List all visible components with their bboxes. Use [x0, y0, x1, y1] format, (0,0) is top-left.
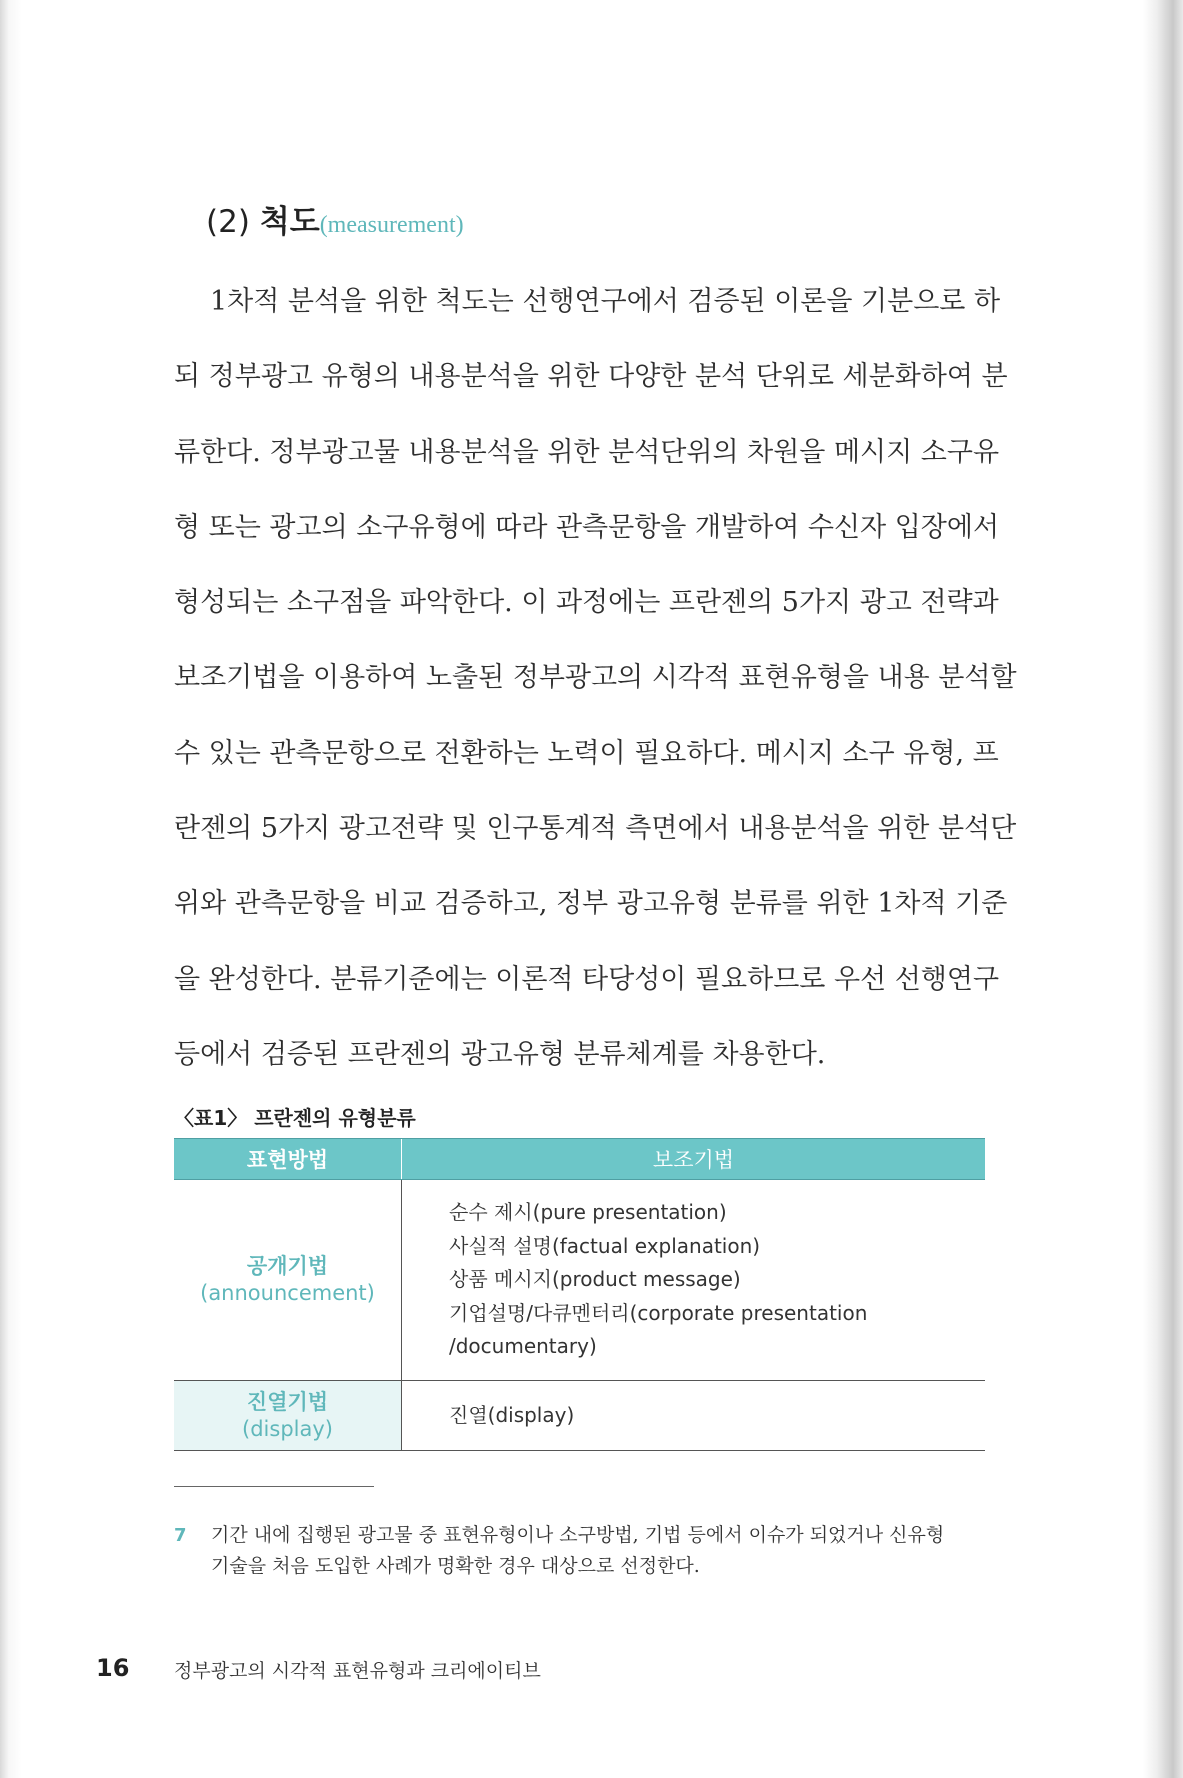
header-techniques: 보조기법	[402, 1139, 986, 1180]
footnote-number: 7	[174, 1525, 187, 1546]
page-binding-shadow	[0, 0, 22, 1778]
body-line: 을 완성한다. 분류기준에는 이론적 타당성이 필요하므로 우선 선행연구	[174, 963, 1000, 995]
table-row	[174, 1381, 985, 1451]
table-header-row	[174, 1139, 985, 1180]
footnote-text	[211, 1520, 984, 1582]
body-line: 형 또는 광고의 소구유형에 따라 관측문항을 개발하여 수신자 입장에서	[174, 511, 1000, 543]
body-line: 수 있는 관측문항으로 전환하는 노력이 필요하다. 메시지 소구 유형, 프	[174, 737, 999, 769]
table-row	[174, 1180, 985, 1381]
techniques-cell	[402, 1381, 986, 1451]
page-edge-shadow	[1143, 0, 1183, 1778]
table-caption: 〈표1〉 프란젠의 유형분류	[174, 1106, 416, 1130]
body-line: 형성되는 소구점을 파악한다. 이 과정에는 프란젠의 5가지 광고 전략과	[174, 587, 999, 619]
footnote-line: 기술을 처음 도입한 사례가 명확한 경우 대상으로 선정한다.	[211, 1555, 700, 1577]
page-number: 16	[96, 1654, 130, 1682]
body-line: 등에서 검증된 프란젠의 광고유형 분류체계를 차용한다.	[174, 1038, 826, 1070]
section-title-en: (measurement)	[319, 212, 464, 238]
header-method: 표현방법	[174, 1139, 402, 1180]
body-line: 류한다. 정부광고물 내용분석을 위한 분석단위의 차원을 메시지 소구유	[174, 436, 1000, 468]
footnote	[174, 1520, 984, 1582]
section-title: 척도	[259, 204, 320, 240]
technique-item: 상품 메시지(product message)	[449, 1267, 741, 1292]
category-en: (announcement)	[200, 1281, 375, 1305]
category-cell	[174, 1381, 402, 1451]
running-title: 정부광고의 시각적 표현유형과 크리에이티브	[174, 1660, 541, 1682]
technique-item: 진열(display)	[449, 1402, 575, 1427]
body-line: 위와 관측문항을 비교 검증하고, 정부 광고유형 분류를 위한 1차적 기준	[174, 888, 1008, 920]
body-paragraph	[174, 264, 1017, 1092]
category-en: (display)	[242, 1416, 333, 1441]
category-ko: 진열기법	[246, 1389, 329, 1414]
footnote-line: 기간 내에 집행된 광고물 중 표현유형이나 소구방법, 기법 등에서 이슈가 되었거나 신유형	[211, 1524, 945, 1546]
technique-item: /documentary)	[449, 1334, 597, 1359]
body-line: 보조기법을 이용하여 노출된 정부광고의 시각적 표현유형을 내용 분석할	[174, 662, 1017, 694]
body-line: 1차적 분석을 위한 척도는 선행연구에서 검증된 이론을 기분으로 하	[210, 286, 1001, 317]
techniques-cell	[402, 1180, 986, 1381]
body-line: 란젠의 5가지 광고전략 및 인구통계적 측면에서 내용분석을 위한 분석단	[174, 813, 1017, 845]
technique-item: 기업설명/다큐멘터리(corporate presentation	[449, 1300, 868, 1325]
category-ko: 공개기법	[246, 1254, 329, 1278]
section-heading	[206, 196, 464, 241]
body-line: 되 정부광고 유형의 내용분석을 위한 다양한 분석 단위로 세분화하여 분	[174, 361, 1008, 393]
category-cell	[174, 1180, 402, 1381]
technique-item: 사실적 설명(factual explanation)	[449, 1233, 761, 1258]
technique-item: 순수 제시(pure presentation)	[449, 1200, 727, 1225]
section-number: (2)	[206, 204, 250, 240]
typology-table	[174, 1138, 985, 1451]
footnote-divider	[174, 1486, 374, 1487]
